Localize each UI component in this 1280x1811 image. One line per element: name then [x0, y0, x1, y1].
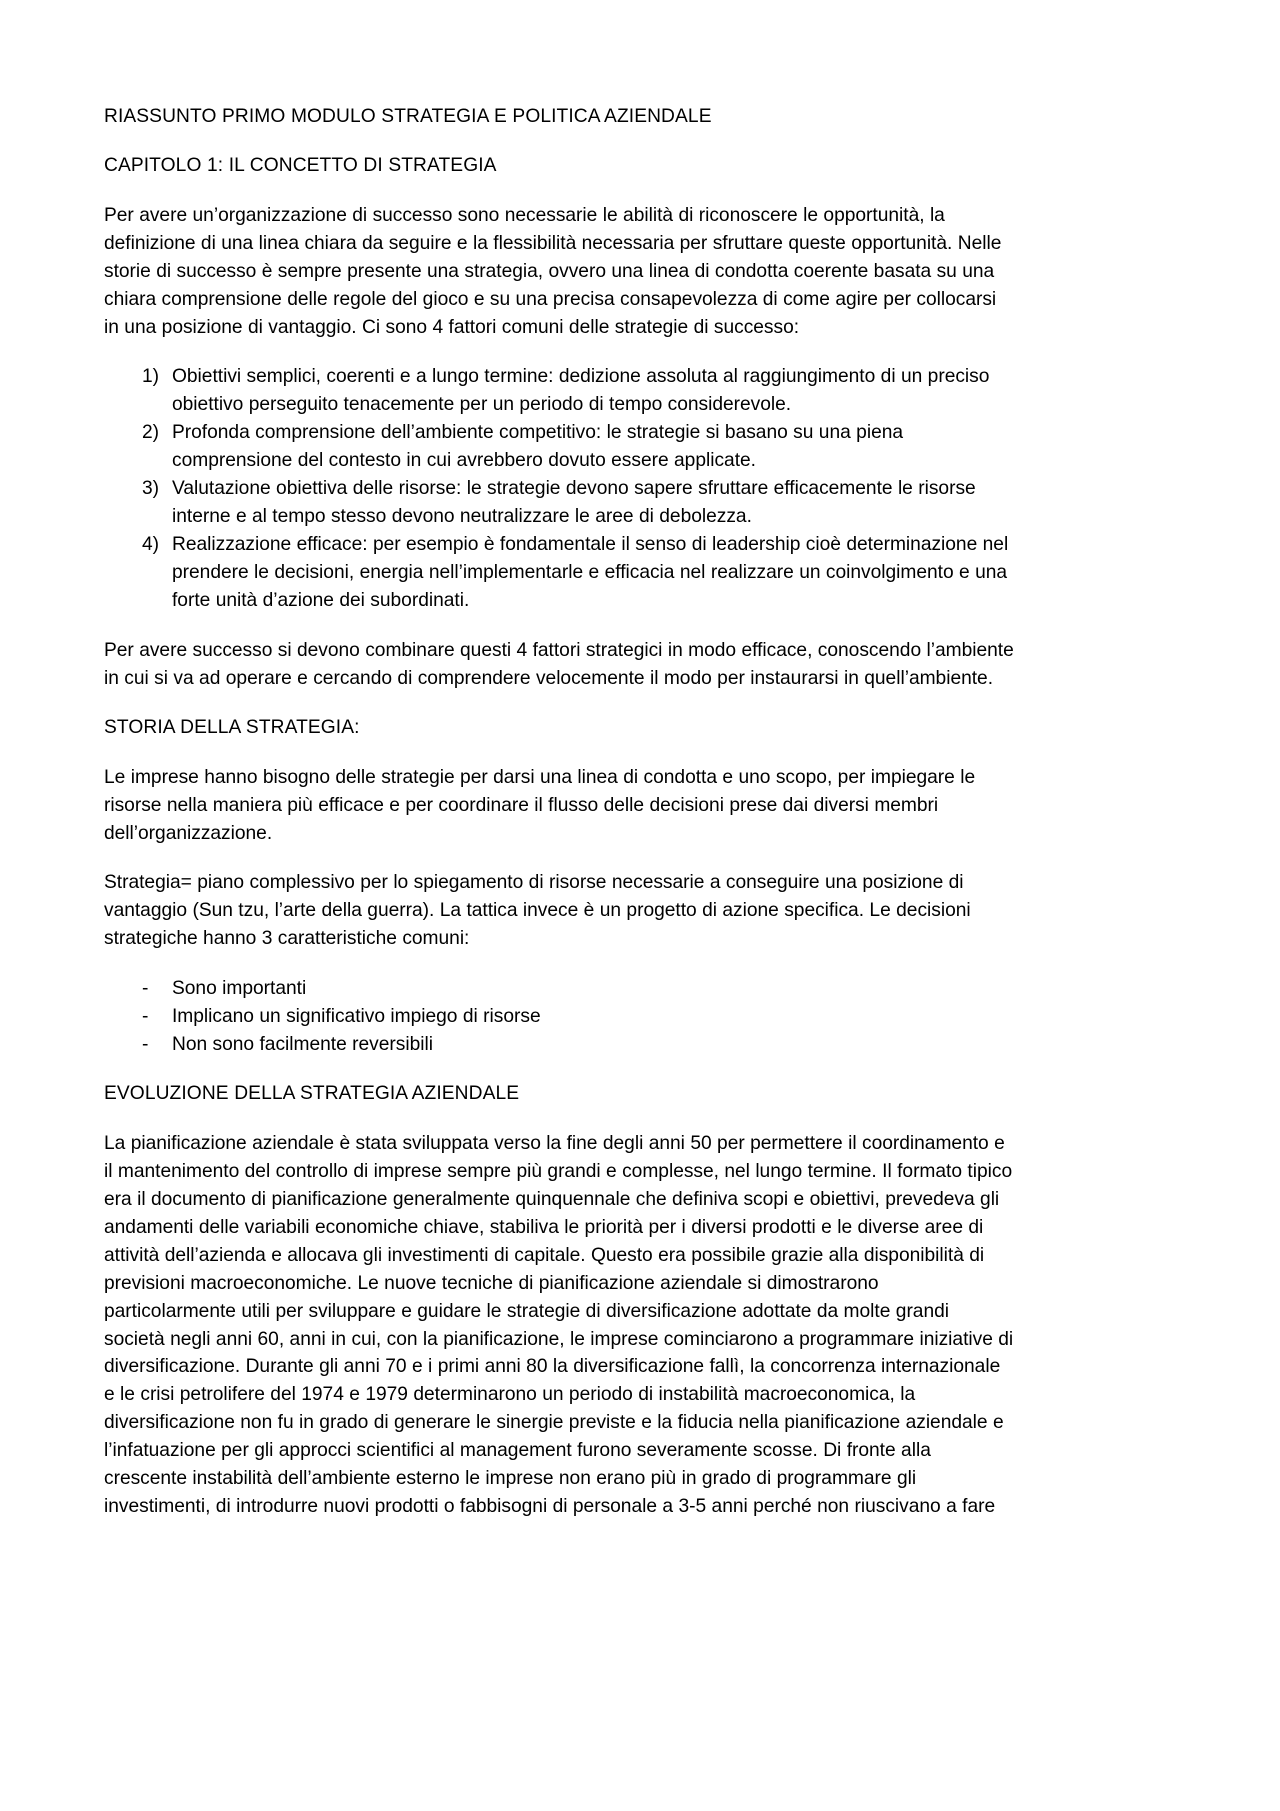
document-title: RIASSUNTO PRIMO MODULO STRATEGIA E POLITICA AZIENDALE [104, 106, 712, 127]
list-item-text: Valutazione obiettiva delle risorse: le strategie devono sapere sfruttare efficacemente le risorse interne e al tempo stesso devono neutralizzare le aree di debolezza. [172, 478, 976, 528]
list-marker: 4) [142, 534, 160, 556]
evoluzione-paragraph: La pianificazione aziendale è stata sviluppata verso la fine degli anni 50 per permettere il coordinamento e il mantenimento del controllo di imprese sempre più grandi e complesse, nel lungo termine. Il formato tipico era il documento di pianificazione generalmente quinquennale che definiva scopi e obiettivi, prevedeva gli andamenti delle variabili economiche chiave, stabiliva le priorità per i diversi prodotti e le diverse aree di attività dell’azienda e allocava gli investimenti di capitale. Questo era possibile grazie alla disponibilità di previsioni macroeconomiche. Le nuove tecniche di pianificazione aziendale si dimostrarono particolarmente utili per sviluppare e guidare le strategie di diversificazione adottate da molte grandi società negli anni 60, anni in cui, con la pianificazione, le imprese cominciarono a programmare iniziative di diversificazione. Durante gli anni 70 e i primi anni 80 la diversificazione fallì, la concorrenza internazionale e le crisi petrolifere del 1974 e 1979 determinarono un periodo di instabilità macroeconomica, la diversificazione non fu in grado di generare le sinergie previste e la fiducia nella pianificazione aziendale e l’infatuazione per gli approcci scientifici al management furono severamente scosse. Di fronte alla crescente instabilità dell’ambiente esterno le imprese non erano più in grado di programmare gli investimenti, di introdurre nuovi prodotti o fabbisogni di personale a 3-5 anni perché non riuscivano a fare [104, 1132, 1014, 1518]
intro-paragraph: Per avere un’organizzazione di successo sono necessarie le abilità di riconoscere le opportunità, la definizione di una linea chiara da seguire e la flessibilità necessaria per sfruttare queste opportunità. Nelle storie di successo è sempre presente una strategia, ovvero una linea di condotta coerente basata su una chiara comprensione delle regole del gioco e su una precisa consapevolezza di come agire per collocarsi in una posizione di vantaggio. Ci sono 4 fattori comuni delle strategie di successo: [104, 204, 1002, 338]
list-item-text: Non sono facilmente reversibili [172, 1034, 433, 1056]
list-marker: - [142, 1034, 149, 1056]
evoluzione-heading: EVOLUZIONE DELLA STRATEGIA AZIENDALE [104, 1083, 520, 1105]
document-body [104, 104, 1014, 1521]
list-item [104, 531, 1014, 615]
list-item-text: Profonda comprensione dell’ambiente competitivo: le strategie si basano su una piena comprensione del contesto in cui avrebbero dovuto essere applicate. [172, 422, 904, 472]
list-item-text: Realizzazione efficace: per esempio è fondamentale il senso di leadership cioè determinazione nel prendere le decisioni, energia nell’implementarle e efficacia nel realizzare un coinvolgimento e una forte unità d’azione dei subordinati. [172, 534, 1009, 611]
success-factors-list [104, 363, 1014, 614]
list-item [104, 1003, 1014, 1031]
after-list-paragraph: Per avere successo si devono combinare questi 4 fattori strategici in modo efficace, conoscendo l’ambiente in cui si va ad operare e cercando di comprendere velocemente il modo per instaurarsi in quell’ambiente. [104, 639, 1014, 689]
list-item-text: Sono importanti [172, 978, 307, 1000]
list-item [104, 475, 1014, 531]
chapter-heading: CAPITOLO 1: IL CONCETTO DI STRATEGIA [104, 154, 497, 176]
list-marker: 3) [142, 478, 160, 500]
list-marker: 2) [142, 422, 160, 444]
storia-paragraph-1: Le imprese hanno bisogno delle strategie per darsi una linea di condotta e uno scopo, per impiegare le risorse nella maniera più efficace e per coordinare il flusso delle decisioni prese dai diversi membri dell’organizzazione. [104, 766, 976, 844]
list-item [104, 363, 1014, 419]
storia-heading: STORIA DELLA STRATEGIA: [104, 716, 360, 738]
list-item [104, 419, 1014, 475]
list-marker: - [142, 1006, 149, 1028]
list-item [104, 1031, 1014, 1059]
list-marker: - [142, 978, 149, 1000]
list-item [104, 975, 1014, 1003]
storia-paragraph-2: Strategia= piano complessivo per lo spiegamento di risorse necessarie a conseguire una posizione di vantaggio (Sun tzu, l’arte della guerra). La tattica invece è un progetto di azione specifica. Le decisioni strategiche hanno 3 caratteristiche comuni: [104, 872, 971, 950]
list-item-text: Implicano un significativo impiego di risorse [172, 1006, 541, 1028]
list-item-text: Obiettivi semplici, coerenti e a lungo termine: dedizione assoluta al raggiungimento di un preciso obiettivo perseguito tenacemente per un periodo di tempo considerevole. [172, 366, 990, 416]
list-marker: 1) [142, 366, 160, 388]
strategic-characteristics-list [104, 975, 1014, 1059]
